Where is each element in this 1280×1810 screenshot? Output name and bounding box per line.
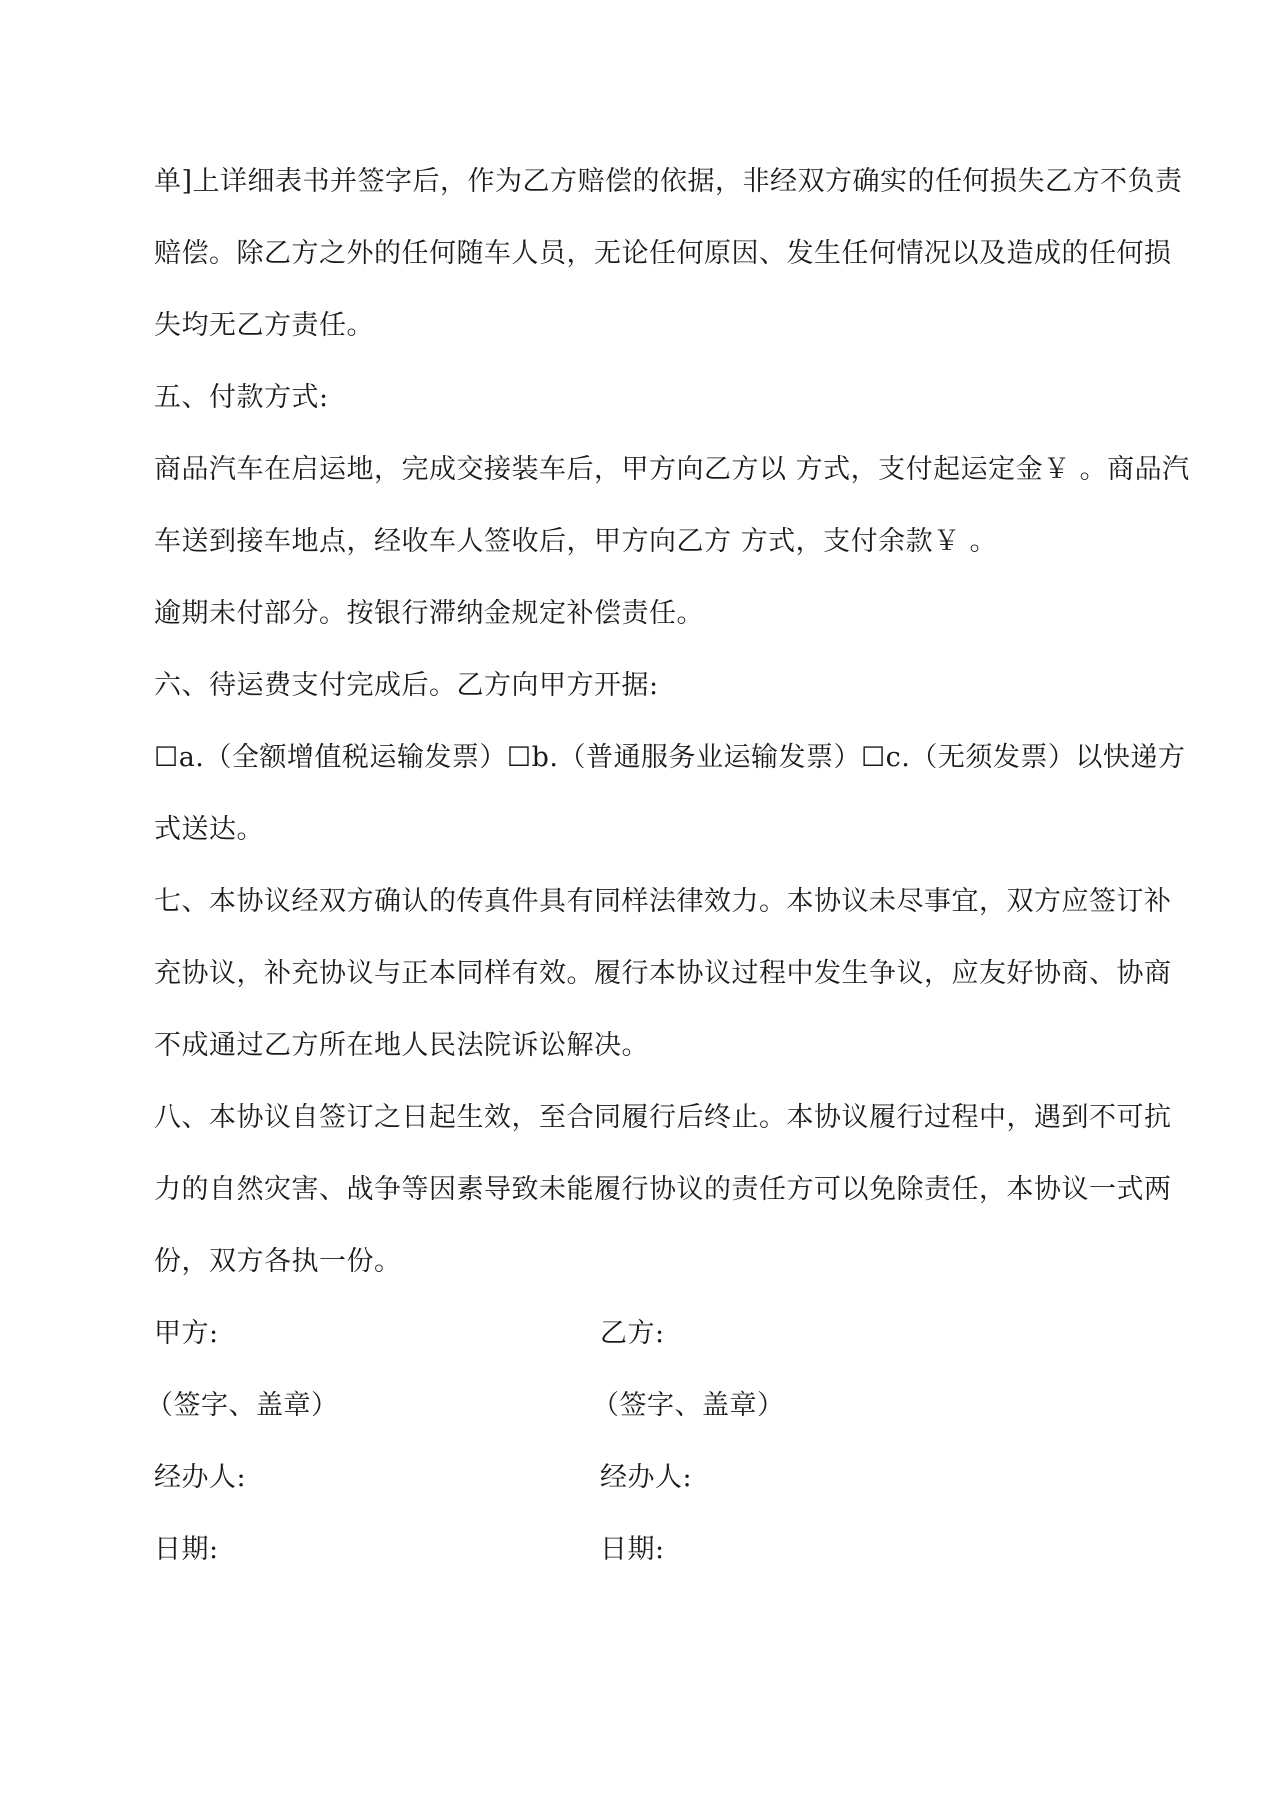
party-a-label: 甲方: (154, 1318, 219, 1349)
body-line-2: 赔偿。除乙方之外的任何随车人员，无论任何原因、发生任何情况以及造成的任何损 (154, 238, 1172, 269)
party-b-label: 乙方: (600, 1318, 665, 1349)
party-b-date: 日期: (600, 1534, 665, 1565)
party-a-sign-note: （签字、盖章） (146, 1390, 339, 1421)
body-line-5: 商品汽车在启运地，完成交接装车后，甲方向乙方以 方式，支付起运定金￥ 。商品汽 (154, 454, 1190, 485)
body-line-6: 车送到接车地点，经收车人签收后，甲方向乙方 方式，支付余款￥ 。 (154, 526, 998, 557)
section-6-heading: 六、待运费支付完成后。乙方向甲方开据: (154, 670, 659, 701)
section-7-line-3: 不成通过乙方所在地人民法院诉讼解决。 (154, 1030, 649, 1061)
section-5-heading: 五、付款方式: (154, 382, 329, 413)
party-a-handler: 经办人: (154, 1462, 247, 1493)
section-8-line-3: 份，双方各执一份。 (154, 1246, 402, 1277)
invoice-options-line: ☐a.（全额增值税运输发票）☐b.（普通服务业运输发票）☐c.（无须发票）以快递方 (154, 742, 1186, 773)
section-7-line-2: 充协议，补充协议与正本同样有效。履行本协议过程中发生争议，应友好协商、协商 (154, 958, 1172, 989)
body-line-3: 失均无乙方责任。 (154, 310, 374, 341)
section-8-line-1: 八、本协议自签订之日起生效，至合同履行后终止。本协议履行过程中，遇到不可抗 (154, 1102, 1172, 1133)
section-8-line-2: 力的自然灾害、战争等因素导致未能履行协议的责任方可以免除责任，本协议一式两 (154, 1174, 1172, 1205)
party-b-sign-note: （签字、盖章） (592, 1390, 785, 1421)
body-line-10: 式送达。 (154, 814, 264, 845)
body-line-7: 逾期未付部分。按银行滞纳金规定补偿责任。 (154, 598, 704, 629)
body-line-1: 单]上详细表书并签字后，作为乙方赔偿的依据，非经双方确实的任何损失乙方不负责 (154, 166, 1183, 197)
party-a-date: 日期: (154, 1534, 219, 1565)
section-7-line-1: 七、本协议经双方确认的传真件具有同样法律效力。本协议未尽事宜，双方应签订补 (154, 886, 1172, 917)
party-b-handler: 经办人: (600, 1462, 693, 1493)
